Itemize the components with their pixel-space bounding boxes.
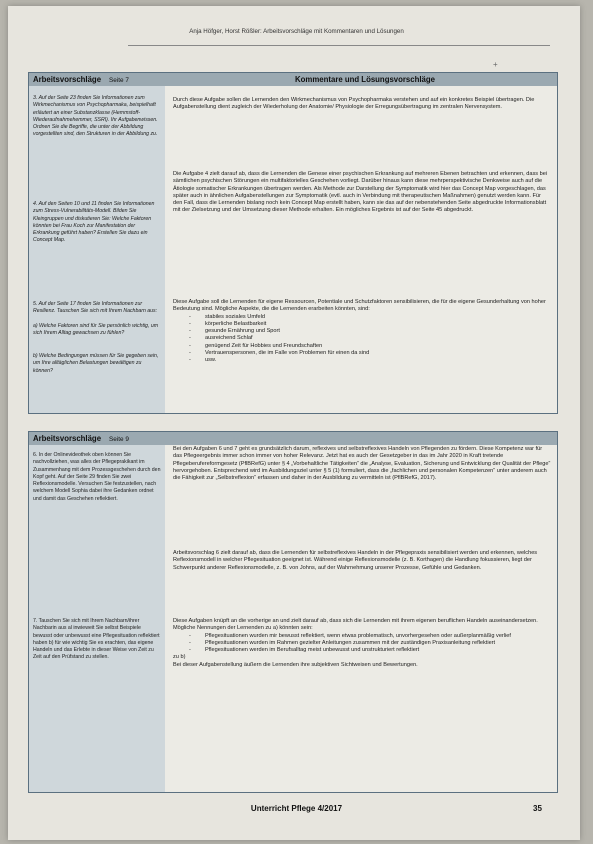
answer-intro: Diese Aufgaben knüpft an die vorherige an und zielt darauf ab, dass sich die Lernenden mit ihrem eigenen beruflichen Handeln auseinandersetzen. Mögliche Nennungen der Lernenden zu a) könnten sein: bbox=[173, 618, 538, 632]
worksheet-box-page-9 bbox=[28, 431, 558, 793]
running-head: Anja Höfger, Horst Rößler: Arbeitsvorschläge mit Kommentaren und Lösungen bbox=[189, 28, 404, 35]
left-header bbox=[33, 75, 129, 84]
list-item: - Pflegesituationen wurden mir bewusst reflektiert, wenn etwas problematisch, unvorhergesehen oder außerplanmäßig verlief bbox=[189, 633, 551, 640]
list-item: - usw. bbox=[189, 357, 551, 364]
left-header-page: Seite 9 bbox=[109, 436, 129, 443]
aspect-list bbox=[173, 314, 551, 365]
task-6: 6. In der Onlinevideothek oben können Sie nachvollziehen, was alles der Pflegeprakikant im Zusammenhang mit dem Prozessgeschehen durch den Kopf geht. Auf der Seite 29 finden Sie zwei Reflexionsmodelle. Versuchen Sie festzustellen, nach welchem Modell Sophia dabei ihre Gedanken ordnet und damit das Geschehen reflektiert. bbox=[33, 452, 161, 502]
task-7: 7. Tauschen Sie sich mit Ihrem Nachbarn/ihrer Nachbarin aus al inwieweit Sie selbst Beispiele bewusst oder unbewusst eine Pflegesituation reflektiert haben b) für wie wichtig Sie es erachten, das eigene Handeln und das Erlebte in dieser Weise von Zeit zu Zeit auf den Prüfstand zu stellen. bbox=[33, 618, 160, 661]
list-item: - stabiles soziales Umfeld bbox=[189, 314, 551, 321]
task-5a: a) Welche Faktoren sind für Sie persönlich wichtig, um sich Ihrem Alltag gewachsen zu fühlen? bbox=[33, 323, 159, 337]
list-item: - ausreichend Schlaf bbox=[189, 335, 551, 342]
list-item: - gesunde Ernährung und Sport bbox=[189, 328, 551, 335]
task-3: 3. Auf der Seite 23 finden Sie Informationen zum Wirkmechanismus von Psychopharmaka, beispielhaft erläutert an einer Substanzklasse (Hemmstoff-Wiederaufnahmehemmer, SSRI). Ihr Aufgabenwissen. Ordnen Sie die Begriffe, die unter der Abbildung vorgestellten sind, den Strukturen in der Abbildung zu. bbox=[33, 95, 158, 138]
task-5b: b) Welche Bedingungen müssen für Sie gegeben sein, um Ihre alltäglichen Belastungen bewältigen zu können? bbox=[33, 353, 159, 374]
page-number: 35 bbox=[533, 804, 542, 813]
answer-task-3 bbox=[173, 97, 551, 112]
answer-task-6 bbox=[173, 550, 551, 572]
list-item: - Vertrauenspersonen, die im Falle von Problemen für einen da sind bbox=[189, 350, 551, 357]
task-5: 5. Auf der Seite 17 finden Sie Informationen zur Resilienz. Tauschen Sie sich mit Ihrem Nachbarn aus: bbox=[33, 301, 158, 315]
list-item: - Pflegesituationen werden im Berufsalltag meist unbewusst und unstrukturiert reflektiert bbox=[189, 647, 551, 654]
header-rule bbox=[128, 45, 550, 46]
right-header-title: Kommentare und Lösungsvorschläge bbox=[295, 75, 435, 84]
journal-title: Unterricht Pflege 4/2017 bbox=[250, 804, 343, 813]
answer-task-7 bbox=[173, 618, 551, 669]
answer-b-text: Bei dieser Aufgabenstellung äußern die Lernenden ihre subjektiven Sichtweisen und Bewertungen. bbox=[173, 661, 418, 668]
left-header-page: Seite 7 bbox=[109, 77, 129, 84]
left-header bbox=[33, 434, 129, 443]
answer-text: Arbeitsvorschlag 6 zielt darauf ab, dass die Lernenden für selbstreflexives Handeln in der Pflegepraxis sensibilisiert werden und erkennen, welches Reflexionsmodell in welcher Pflegesituation geeignet ist. Während einige Reflexionsmodelle (z. B. Korthagen) die Handlung fokussieren, liegt der Schwerpunkt anderer Reflexionsmodelle, z. B. von Johns, auf der Wahrnehmung unserer Prozesse, Gefühle und Gedanken. bbox=[173, 550, 538, 571]
list-item: - Pflegesituationen wurden im Rahmen gezielter Anleitungen zusammen mit der zuständigen Praxisanleitung reflektiert bbox=[189, 640, 551, 647]
answer-task-4 bbox=[173, 171, 551, 215]
box-header bbox=[29, 73, 557, 86]
answer-text: Bei den Aufgaben 6 und 7 geht es grundsätzlich darum, reflexives und selbstreflexives Handeln von Pflegenden zu fördern. Diese Kompetenz war für das Pflegeergebnis immer schon immer von hoher Relevanz. Jetzt hat es auch der Gesetzgeber in das im Jahr 2020 in Kraft tretende Pflegeberufereformgesetz (PflBRefG) unter § 4 „Vorbehaltliche Tätigkeiten“ die „Analyse, Evaluation, Sicherung und Entwicklung der Qualität der Pflege“ hervorgehoben. Entsprechend wird im Ausbildungsziel unter § 5 (1) formuliert, dass die „fachlichen und personalen Kompetenzen“ unter anderem auch die Fähigkeit zur „Selbstreflexion“ erfassen und daher in der Ausbildung zu vermitteln ist (PflBRefG, 2017). bbox=[173, 446, 551, 482]
answer-text: Durch diese Aufgabe sollen die Lernenden den Wirkmechanismus von Psychopharmaka verstehen und auf ein konkretes Beispiel übertragen. Die Aufgabenstellung dient zugleich der Wiederholung der Anatomie/ Physiologie der Erregungsübertragung im zentralen Nervensystem. bbox=[173, 97, 535, 111]
box-header bbox=[29, 432, 557, 445]
task-4: 4. Auf den Seiten 10 und 11 finden Sie Informationen zum Stress-Vulnerabilitäts-Modell. Bilden Sie Kleingruppen und diskutieren Sie: Welche Faktoren könnten bei Frau Koch zur Manifestation der Erkrankung geführt haben? Erstellen Sie dazu ein Concept Map. bbox=[33, 201, 155, 244]
answer-intro: Diese Aufgabe soll die Lernenden für eigene Ressourcen, Potentiale und Schutzfaktoren sensibilisieren, die für die eigene Gesunderhaltung von hoher Bedeutung sind. Mögliche Aspekte, die die Lernenden erarbeiten könnten, sind: bbox=[173, 299, 546, 313]
answer-b-label: zu b) bbox=[173, 654, 186, 661]
answer-task-6-7 bbox=[173, 446, 551, 482]
page-mark: + bbox=[493, 60, 498, 69]
naming-list bbox=[173, 633, 551, 655]
page-footer bbox=[0, 804, 593, 818]
worksheet-box-page-7 bbox=[28, 72, 558, 414]
answer-text: Die Aufgabe 4 zielt darauf ab, dass die Lernenden die Genese einer psychischen Erkrankung auf mehreren Ebenen betrachten und erkennen, dass bei sämtlichen psychischen Störungen ein multifaktorielles Geschehen vorliegt. Darüber hinaus kann diese mehrperspektivische Denkweise auch auf die Ätiologie somatischer Erkrankungen übertragen werden. Als Methode zur Darstellung der Symptomatik wird hier das Concept Map vorgeschlagen, das später auch in ähnlichen Aufgabenstellungen zur Symptomatik (evtl. auch in Verbindung mit therapeutischen Maßnahmen) genutzt werden kann. Für den Fall, dass die Lernenden bislang noch kein Concept Map erstellt haben, kann sie das auf der nebenstehenden Seite abgedruckte Informationsblatt mit der Zielsetzung und der Umsetzung dieser Methode erhalten. Ein mögliches Ergebnis ist auf der Seite 45 abgedruckt. bbox=[173, 171, 548, 214]
left-header-title: Arbeitsvorschläge bbox=[33, 75, 102, 84]
answer-task-5 bbox=[173, 299, 551, 365]
list-item: - genügend Zeit für Hobbies und Freundschaften bbox=[189, 343, 551, 350]
left-header-title: Arbeitsvorschläge bbox=[33, 434, 102, 443]
list-item: - körperliche Belastbarkeit bbox=[189, 321, 551, 328]
